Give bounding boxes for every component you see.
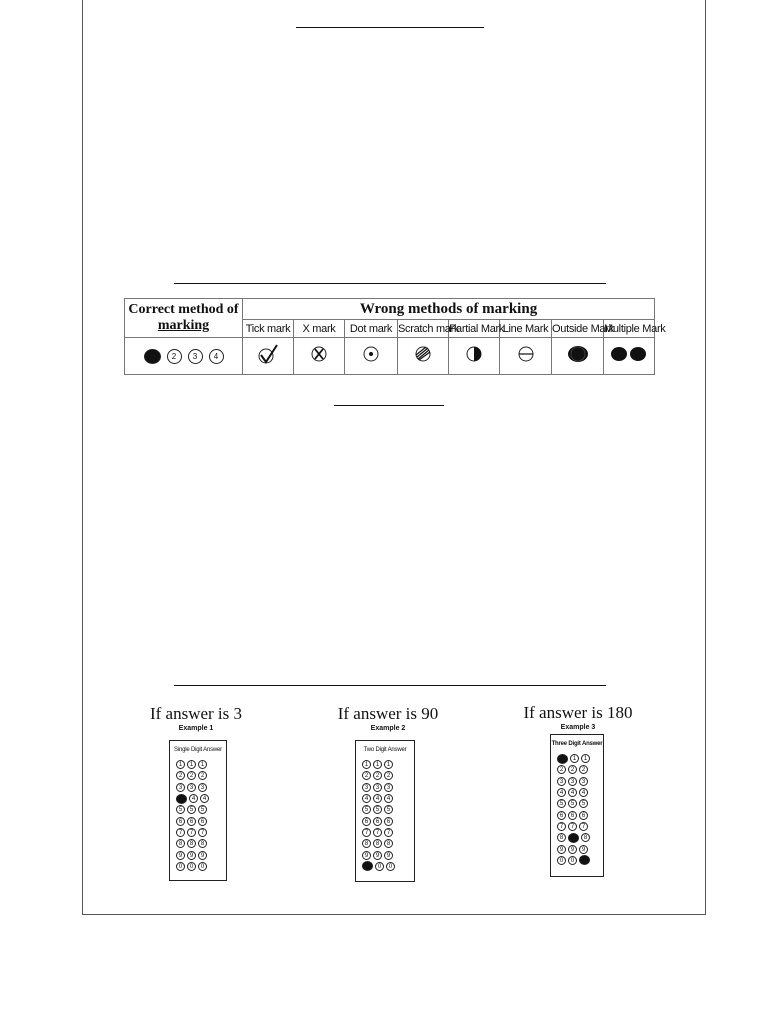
answer-bubble: 2 xyxy=(362,771,371,780)
scratch-mark-icon xyxy=(398,338,449,375)
answer-bubble: 9 xyxy=(557,845,566,854)
answer-bubble: 8 xyxy=(176,839,185,848)
wrong-method-multiple: Multiple Mark xyxy=(604,320,655,338)
answer-bubble: 3 xyxy=(557,777,566,786)
answer-bubble: 2 xyxy=(557,765,566,774)
wrong-method-outside: Outside Mark xyxy=(552,320,604,338)
example-3-caption xyxy=(515,703,641,731)
grid-row xyxy=(362,861,414,872)
marking-methods-table xyxy=(124,298,666,375)
grid-row xyxy=(557,753,603,764)
answer-bubble: 7 xyxy=(362,828,371,837)
grid-title: Two Digit Answer xyxy=(363,747,407,753)
grid-row xyxy=(557,764,603,775)
multiple-mark-icon xyxy=(604,338,655,375)
answer-bubble: 5 xyxy=(187,805,196,814)
grid-row xyxy=(557,821,603,832)
answer-bubble: 3 xyxy=(568,777,577,786)
answer-bubble: 8 xyxy=(362,839,371,848)
grid-row xyxy=(362,782,414,793)
grid-row xyxy=(176,759,226,770)
grid-row xyxy=(176,804,226,815)
answer-bubble: 4 xyxy=(362,794,371,803)
answer-bubble: 5 xyxy=(198,805,207,814)
correct-header-line1: Correct method of xyxy=(128,302,239,317)
answer-bubble: 3 xyxy=(176,783,185,792)
answer-bubble: 1 xyxy=(581,754,590,763)
grid-row xyxy=(176,815,226,826)
answer-bubble: 5 xyxy=(568,799,577,808)
answer-bubble: 2 xyxy=(176,771,185,780)
correct-method-header xyxy=(125,299,243,338)
correct-header-line2: marking xyxy=(157,318,210,333)
answer-bubble: 8 xyxy=(187,839,196,848)
answer-bubble: 5 xyxy=(384,805,393,814)
answer-bubble: 6 xyxy=(176,817,185,826)
answer-bubble: 6 xyxy=(568,811,577,820)
answer-bubble: 8 xyxy=(198,839,207,848)
answer-bubble: 7 xyxy=(568,822,577,831)
answer-bubble: 5 xyxy=(362,805,371,814)
answer-bubble: 2 xyxy=(187,771,196,780)
answer-bubble: 3 xyxy=(384,783,393,792)
answer-bubble: 4 xyxy=(200,794,209,803)
example-2-title: If answer is 90 xyxy=(337,704,439,723)
x-mark-icon xyxy=(294,338,345,375)
tick-mark-icon xyxy=(243,338,294,375)
answer-bubble: 2 xyxy=(579,765,588,774)
answer-bubble: 6 xyxy=(557,811,566,820)
answer-bubble: 3 xyxy=(198,783,207,792)
filled-answer-bubble xyxy=(568,833,579,843)
grid-rows xyxy=(362,759,414,872)
answer-bubble: 8 xyxy=(384,839,393,848)
grid-row xyxy=(176,793,226,804)
answer-bubble: 9 xyxy=(579,845,588,854)
example-1-caption xyxy=(140,704,252,732)
answer-bubble: 2 xyxy=(373,771,382,780)
answer-bubble: 0 xyxy=(557,856,566,865)
example-2-label: Example 2 xyxy=(370,725,406,732)
filled-answer-bubble xyxy=(557,754,568,764)
grid-row xyxy=(362,770,414,781)
bubble-2: 2 xyxy=(167,349,182,364)
answer-bubble: 3 xyxy=(187,783,196,792)
answer-bubble: 2 xyxy=(384,771,393,780)
wrong-method-dot: Dot mark xyxy=(345,320,398,338)
grid-row xyxy=(557,855,603,866)
section-rule-2 xyxy=(174,685,606,686)
answer-bubble: 6 xyxy=(198,817,207,826)
title-underline xyxy=(296,27,484,28)
answer-bubble: 1 xyxy=(384,760,393,769)
answer-bubble: 1 xyxy=(570,754,579,763)
answer-bubble: 0 xyxy=(568,856,577,865)
wrong-methods-header: Wrong methods of marking xyxy=(243,299,655,320)
wrong-method-partial: Partial Mark xyxy=(449,320,500,338)
wrong-method-x: X mark xyxy=(294,320,345,338)
grid-rows xyxy=(176,759,226,872)
grid-row xyxy=(176,849,226,860)
answer-bubble: 0 xyxy=(375,862,384,871)
answer-bubble: 7 xyxy=(187,828,196,837)
answer-bubble: 9 xyxy=(384,851,393,860)
answer-bubble: 0 xyxy=(187,862,196,871)
grid-row xyxy=(557,843,603,854)
answer-bubble: 9 xyxy=(362,851,371,860)
answer-bubble: 9 xyxy=(176,851,185,860)
grid-row xyxy=(362,827,414,838)
example-2-caption xyxy=(330,704,446,732)
grid-row xyxy=(557,787,603,798)
filled-answer-bubble xyxy=(579,855,590,865)
answer-bubble: 6 xyxy=(384,817,393,826)
answer-bubble: 6 xyxy=(362,817,371,826)
example-2-answer-grid xyxy=(355,740,415,882)
grid-row xyxy=(176,782,226,793)
answer-bubble: 5 xyxy=(557,799,566,808)
answer-bubble: 7 xyxy=(198,828,207,837)
grid-row xyxy=(362,793,414,804)
example-3-answer-grid xyxy=(550,734,604,877)
subheading-underline xyxy=(334,405,444,406)
answer-bubble: 6 xyxy=(579,811,588,820)
answer-bubble: 1 xyxy=(187,760,196,769)
grid-row xyxy=(176,838,226,849)
answer-bubble: 6 xyxy=(373,817,382,826)
answer-bubble: 1 xyxy=(198,760,207,769)
grid-row xyxy=(362,759,414,770)
line-mark-icon xyxy=(500,338,552,375)
answer-bubble: 7 xyxy=(176,828,185,837)
grid-row xyxy=(557,832,603,843)
answer-bubble: 0 xyxy=(198,862,207,871)
filled-bubble-icon xyxy=(144,349,161,364)
answer-bubble: 0 xyxy=(386,862,395,871)
correct-method-example xyxy=(125,338,243,375)
answer-bubble: 6 xyxy=(187,817,196,826)
answer-bubble: 8 xyxy=(557,833,566,842)
answer-bubble: 9 xyxy=(187,851,196,860)
partial-mark-icon xyxy=(449,338,500,375)
answer-bubble: 4 xyxy=(568,788,577,797)
grid-row xyxy=(176,770,226,781)
grid-row xyxy=(557,809,603,820)
example-3-label: Example 3 xyxy=(560,724,596,731)
example-1-label: Example 1 xyxy=(178,725,214,732)
example-1-title: If answer is 3 xyxy=(149,704,243,723)
grid-row xyxy=(176,861,226,872)
answer-bubble: 1 xyxy=(176,760,185,769)
grid-title: Single Digit Answer xyxy=(174,747,222,753)
answer-bubble: 2 xyxy=(198,771,207,780)
wrong-method-tick: Tick mark xyxy=(243,320,294,338)
grid-row xyxy=(362,815,414,826)
answer-bubble: 2 xyxy=(568,765,577,774)
answer-bubble: 3 xyxy=(373,783,382,792)
answer-bubble: 5 xyxy=(176,805,185,814)
answer-bubble: 1 xyxy=(373,760,382,769)
answer-bubble: 5 xyxy=(373,805,382,814)
answer-bubble: 7 xyxy=(557,822,566,831)
answer-bubble: 0 xyxy=(176,862,185,871)
grid-row xyxy=(557,776,603,787)
dot-mark-icon xyxy=(345,338,398,375)
answer-bubble: 4 xyxy=(189,794,198,803)
example-1-answer-grid xyxy=(169,740,227,881)
grid-row xyxy=(362,838,414,849)
bubble-3: 3 xyxy=(188,349,203,364)
grid-row xyxy=(362,804,414,815)
example-3-title: If answer is 180 xyxy=(523,703,633,722)
section-rule-1 xyxy=(174,283,606,284)
answer-bubble: 4 xyxy=(373,794,382,803)
answer-bubble: 9 xyxy=(373,851,382,860)
grid-row xyxy=(557,798,603,809)
answer-bubble: 4 xyxy=(557,788,566,797)
grid-row xyxy=(176,827,226,838)
answer-bubble: 7 xyxy=(373,828,382,837)
answer-bubble: 8 xyxy=(373,839,382,848)
answer-bubble: 3 xyxy=(362,783,371,792)
answer-bubble: 5 xyxy=(579,799,588,808)
outside-mark-icon xyxy=(552,338,604,375)
answer-bubble: 1 xyxy=(362,760,371,769)
answer-bubble: 4 xyxy=(579,788,588,797)
grid-title: Three Digit Answer xyxy=(551,741,603,747)
wrong-method-scratch: Scratch mark xyxy=(398,320,449,338)
answer-bubble: 7 xyxy=(579,822,588,831)
answer-bubble: 7 xyxy=(384,828,393,837)
answer-bubble: 9 xyxy=(198,851,207,860)
answer-bubble: 3 xyxy=(579,777,588,786)
answer-bubble: 9 xyxy=(568,845,577,854)
bubble-4: 4 xyxy=(209,349,224,364)
answer-bubble: 4 xyxy=(384,794,393,803)
answer-bubble: 8 xyxy=(581,833,590,842)
filled-answer-bubble xyxy=(362,861,373,871)
grid-row xyxy=(362,849,414,860)
filled-answer-bubble xyxy=(176,794,187,804)
grid-rows xyxy=(557,753,603,866)
wrong-method-line: Line Mark xyxy=(500,320,552,338)
